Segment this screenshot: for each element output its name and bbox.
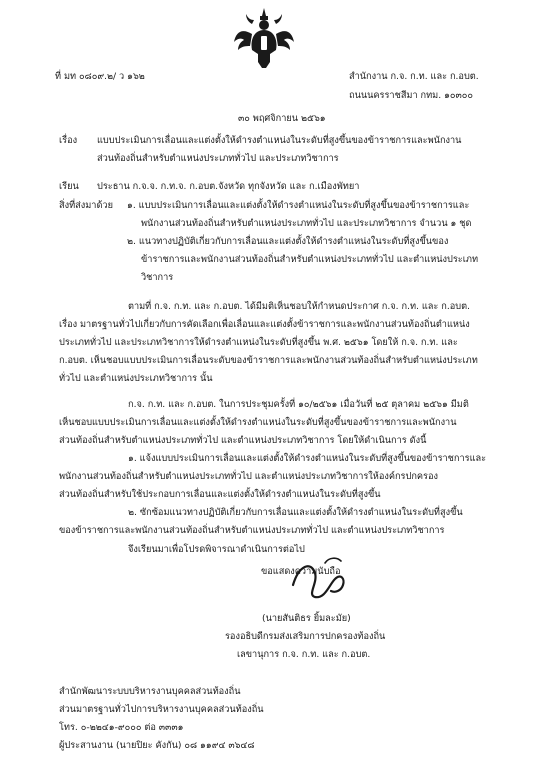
garuda-emblem-icon [232, 6, 296, 70]
recipient-label: เรียน [59, 181, 79, 192]
footer-division: ส่วนมาตรฐานทั่วไปการบริหารงานบุคคลส่วนท้องถิ่น [59, 704, 264, 715]
body-line: ๑. แจ้งแบบประเมินการเลื่อนและแต่งตั้งให้ดำรงตำแหน่งในระดับที่สูงขึ้นของข้าราชการและ [128, 453, 487, 464]
body-line: พนักงานส่วนท้องถิ่นสำหรับตำแหน่งประเภททั่วไป และตำแหน่งประเภทวิชาการให้องค์กรปกครอง [59, 471, 438, 482]
footer-phone: โทร. ๐-๒๒๔๑-๙๐๐๐ ต่อ ๓๓๓๑ [59, 722, 184, 733]
subject-line: แบบประเมินการเลื่อนและแต่งตั้งให้ดำรงตำแหน่งในระดับที่สูงขึ้นของข้าราชการและพนักงาน [97, 135, 462, 146]
enclosure-item: ๑. แบบประเมินการเลื่อนและแต่งตั้งให้ดำรงตำแหน่งในระดับที่สูงขึ้นของข้าราชการและ [127, 200, 470, 211]
body-line: ตามที่ ก.จ. ก.ท. และ ก.อบต. ได้มีมติเห็นชอบให้กำหนดประกาศ ก.จ. ก.ท. และ ก.อบต. [128, 301, 470, 312]
closing-request: จึงเรียนมาเพื่อโปรดพิจารณาดำเนินการต่อไป [128, 544, 305, 555]
handwritten-signature [285, 545, 355, 605]
body-line: ประเภททั่วไป และประเภทวิชาการให้ดำรงตำแหน่งในระดับที่สูงขึ้น พ.ศ. ๒๕๖๑ โดยให้ ก.จ. ก.ท. และ [59, 337, 458, 348]
body-line: ก.จ. ก.ท. และ ก.อบต. ในการประชุมครั้งที่ ๑๐/๒๕๖๑ เมื่อวันที่ ๒๕ ตุลาคม ๒๕๖๑ มีมติ [128, 399, 469, 410]
document-number: ที่ มท ๐๘๐๙.๒/ ว ๑๖๒ [55, 71, 145, 82]
signer-position: รองอธิบดีกรมส่งเสริมการปกครองท้องถิ่น [225, 631, 386, 642]
body-line: ทั่วไป และตำแหน่งประเภทวิชาการ นั้น [59, 373, 213, 384]
enclosure-item: วิชาการ [141, 272, 174, 283]
body-line: ๒. ซักซ้อมแนวทางปฏิบัติเกี่ยวกับการเลื่อนและแต่งตั้งให้ดำรงตำแหน่งในระดับที่สูงขึ้น [128, 507, 463, 518]
enclosure-item: พนักงานส่วนท้องถิ่นสำหรับตำแหน่งประเภททั่วไป และประเภทวิชาการ จำนวน ๑ ชุด [141, 218, 472, 229]
agency-name: สำนักงาน ก.จ. ก.ท. และ ก.อบต. [349, 71, 479, 82]
document-date: ๓๐ พฤศจิกายน ๒๕๖๑ [238, 113, 326, 124]
signer-name: (นายสันติธร ยิ้มละมัย) [262, 613, 351, 624]
enclosures-label: สิ่งที่ส่งมาด้วย [59, 200, 113, 211]
body-line: ของข้าราชการและพนักงานส่วนท้องถิ่นสำหรับตำแหน่งประเภททั่วไป และตำแหน่งประเภทวิชาการ [59, 525, 445, 536]
body-line: ส่วนท้องถิ่นสำหรับใช้ประกอบการเลื่อนและแต่งตั้งให้ดำรงตำแหน่งในระดับที่สูงขึ้น [59, 489, 381, 500]
signer-position: เลขานุการ ก.จ. ก.ท. และ ก.อบต. [237, 649, 371, 660]
recipient-text: ประธาน ก.จ.จ. ก.ท.จ. ก.อบต.จังหวัด ทุกจังหวัด และ ก.เมืองพัทยา [97, 181, 360, 192]
subject-label: เรื่อง [59, 135, 78, 146]
agency-address: ถนนนครราชสีมา กทม. ๑๐๓๐๐ [349, 90, 474, 101]
body-line: ส่วนท้องถิ่นสำหรับตำแหน่งประเภททั่วไป และตำแหน่งประเภทวิชาการ โดยให้ดำเนินการ ดังนี้ [59, 435, 427, 446]
body-line: เรื่อง มาตรฐานทั่วไปเกี่ยวกับการคัดเลือกเพื่อเลื่อนและแต่งตั้งข้าราชการและพนักงานส่วนท้องถิ่นตำแหน่ง [59, 319, 470, 330]
subject-line: ส่วนท้องถิ่นสำหรับตำแหน่งประเภททั่วไป และประเภทวิชาการ [97, 153, 339, 164]
signature-regards: ขอแสดงความนับถือ [261, 566, 341, 577]
footer-coordinator: ผู้ประสานงาน (นายปิยะ คังกัน) ๐๘ ๑๑๙๔ ๓๖๔๘ [59, 740, 255, 751]
body-line: ก.อบต. เห็นชอบแบบประเมินการเลื่อนระดับของข้าราชการและพนักงานส่วนท้องถิ่นสำหรับตำแหน่งประเภท [59, 355, 478, 366]
body-line: เห็นชอบแบบประเมินการเลื่อนและแต่งตั้งให้ดำรงตำแหน่งในระดับที่สูงขึ้นของข้าราชการและพนักงาน [59, 417, 457, 428]
enclosure-item: ข้าราชการและพนักงานส่วนท้องถิ่นสำหรับตำแหน่งประเภททั่วไป และตำแหน่งประเภท [141, 254, 478, 265]
enclosure-item: ๒. แนวทางปฏิบัติเกี่ยวกับการเลื่อนและแต่งตั้งให้ดำรงตำแหน่งในระดับที่สูงขึ้นของ [127, 236, 449, 247]
footer-office: สำนักพัฒนาระบบบริหารงานบุคคลส่วนท้องถิ่น [59, 686, 241, 697]
